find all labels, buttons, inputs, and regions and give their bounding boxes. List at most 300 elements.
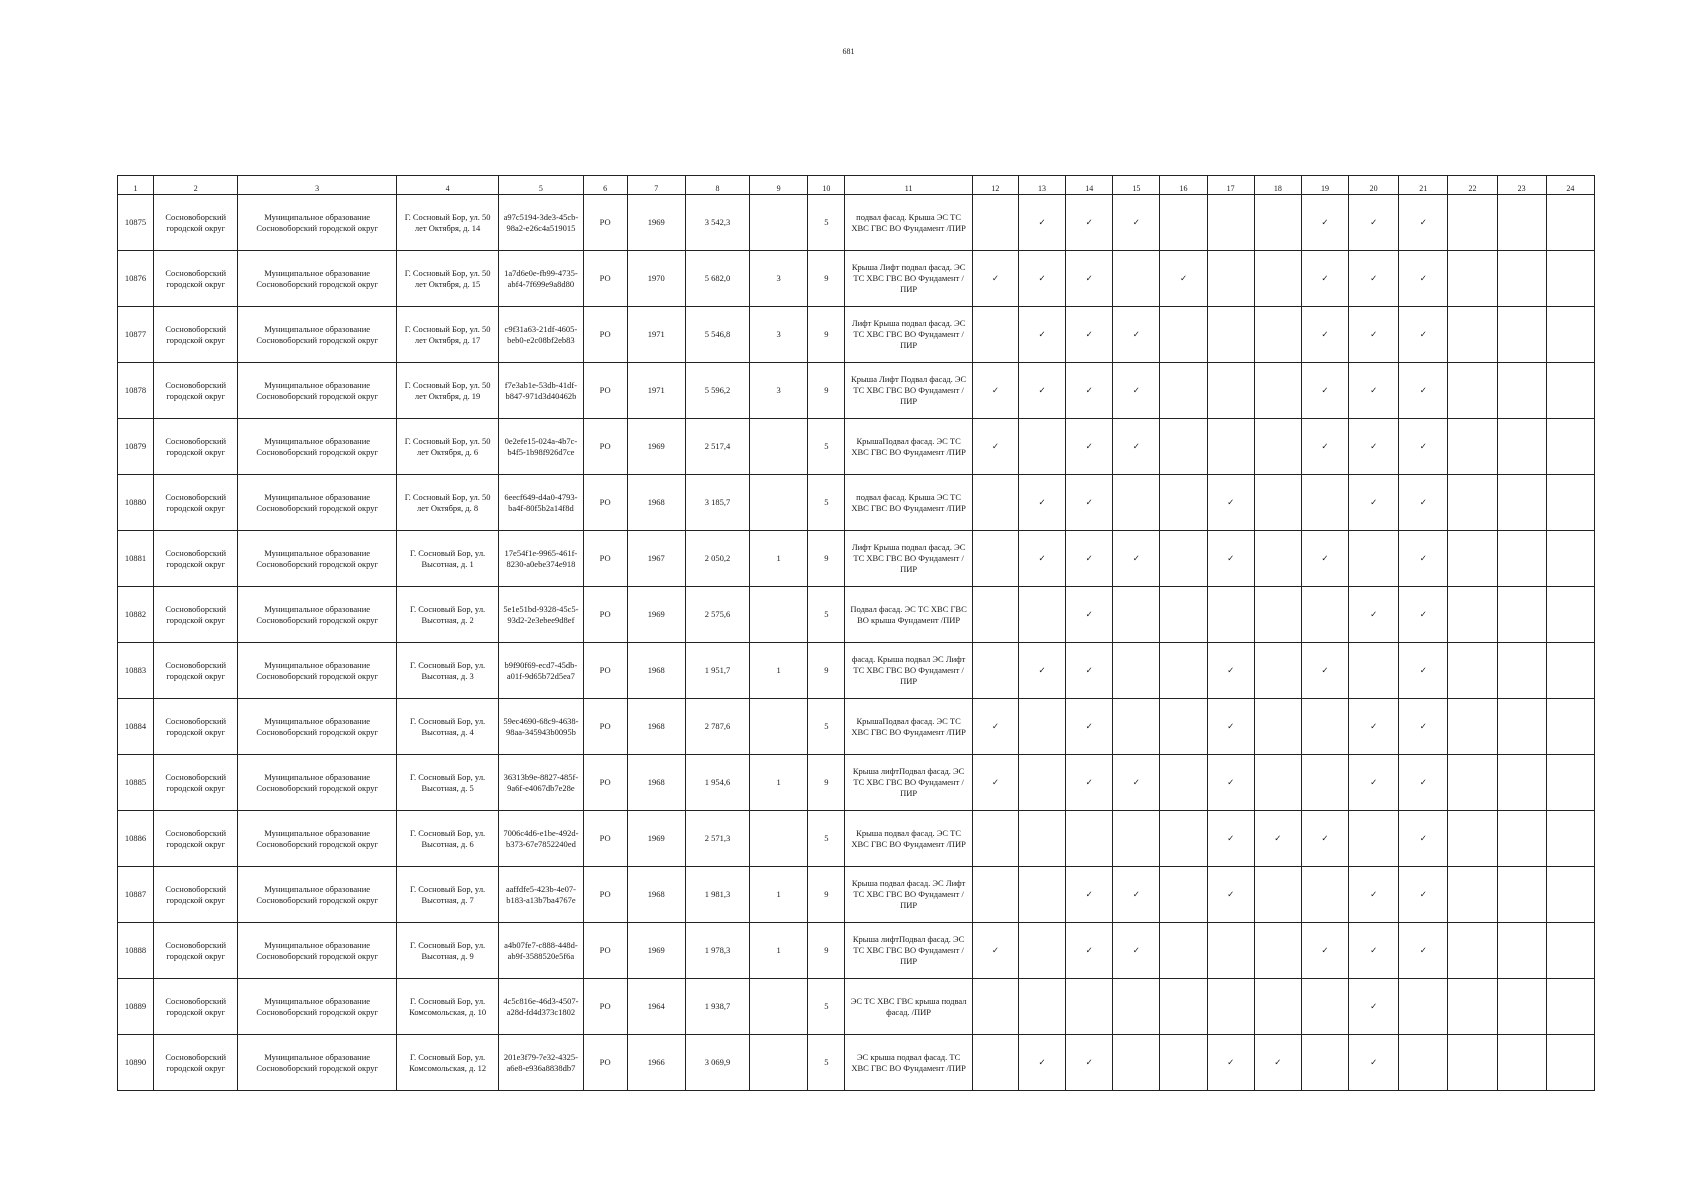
housing-registry-table	[117, 175, 1595, 1091]
area-cell: 1 954,6	[685, 755, 749, 811]
works-cell: подвал фасад. Крыша ЭС ТС ХВС ГВС ВО Фундамент /ПИР	[845, 475, 972, 531]
check-cell-col-13	[1018, 419, 1065, 475]
check-cell-col-23	[1497, 811, 1546, 867]
check-cell-col-12: ✓	[972, 251, 1018, 307]
check-cell-col-24	[1546, 867, 1594, 923]
address-cell: Г. Сосновый Бор, ул. Комсомольская, д. 10	[396, 979, 498, 1035]
check-cell-col-15: ✓	[1113, 419, 1160, 475]
check-cell-col-24	[1546, 1035, 1594, 1091]
check-cell-col-22	[1448, 979, 1497, 1035]
check-cell-col-21: ✓	[1399, 755, 1448, 811]
check-cell-col-12	[972, 307, 1018, 363]
year-cell: 1968	[627, 755, 685, 811]
municipality-cell: Муниципальное образование Сосновоборский городской округ	[238, 307, 397, 363]
check-cell-col-21: ✓	[1399, 363, 1448, 419]
check-cell-col-20: ✓	[1349, 979, 1399, 1035]
floors-cell: 9	[808, 531, 845, 587]
check-cell-col-18	[1254, 363, 1301, 419]
check-cell-col-19: ✓	[1301, 419, 1348, 475]
works-cell: КрышаПодвал фасад. ЭС ТС ХВС ГВС ВО Фундамент /ПИР	[845, 699, 972, 755]
check-cell-col-12: ✓	[972, 363, 1018, 419]
check-cell-col-18: ✓	[1254, 1035, 1301, 1091]
check-cell-col-15: ✓	[1113, 195, 1160, 251]
area-cell: 5 596,2	[685, 363, 749, 419]
guid-cell: a4b07fe7-c888-448d-ab9f-3588520e5f6a	[499, 923, 583, 979]
lifts-cell: 1	[750, 923, 808, 979]
district-cell: Сосновоборский городской округ	[154, 531, 238, 587]
check-cell-col-13: ✓	[1018, 307, 1065, 363]
check-cell-col-17	[1207, 979, 1254, 1035]
works-cell: Лифт Крыша подвал фасад. ЭС ТС ХВС ГВС ВО Фундамент /ПИР	[845, 531, 972, 587]
check-cell-col-23	[1497, 475, 1546, 531]
guid-cell: 1a7d6e0e-fb99-4735-abf4-7f699e9a8d80	[499, 251, 583, 307]
lifts-cell: 3	[750, 251, 808, 307]
check-cell-col-15: ✓	[1113, 923, 1160, 979]
row-id: 10883	[118, 643, 154, 699]
form-cell: РО	[583, 531, 627, 587]
guid-cell: c9f31a63-21df-4605-beb0-e2c08bf2eb83	[499, 307, 583, 363]
table-row	[118, 811, 1595, 867]
check-cell-col-17: ✓	[1207, 1035, 1254, 1091]
check-cell-col-14: ✓	[1066, 307, 1113, 363]
check-cell-col-19: ✓	[1301, 531, 1348, 587]
lifts-cell	[750, 811, 808, 867]
lifts-cell	[750, 1035, 808, 1091]
check-cell-col-12: ✓	[972, 755, 1018, 811]
district-cell: Сосновоборский городской округ	[154, 699, 238, 755]
check-cell-col-22	[1448, 307, 1497, 363]
floors-cell: 9	[808, 251, 845, 307]
guid-cell: 59ec4690-68c9-4638-98aa-345943b0095b	[499, 699, 583, 755]
check-cell-col-16	[1160, 363, 1207, 419]
check-cell-col-20: ✓	[1349, 251, 1399, 307]
check-cell-col-20: ✓	[1349, 867, 1399, 923]
check-cell-col-23	[1497, 419, 1546, 475]
check-cell-col-19	[1301, 699, 1348, 755]
check-cell-col-17: ✓	[1207, 867, 1254, 923]
district-cell: Сосновоборский городской округ	[154, 643, 238, 699]
floors-cell: 5	[808, 1035, 845, 1091]
area-cell: 1 981,3	[685, 867, 749, 923]
check-cell-col-15: ✓	[1113, 307, 1160, 363]
year-cell: 1969	[627, 811, 685, 867]
check-cell-col-19: ✓	[1301, 811, 1348, 867]
column-number-9: 9	[750, 176, 808, 195]
check-cell-col-15	[1113, 811, 1160, 867]
lifts-cell	[750, 419, 808, 475]
check-cell-col-22	[1448, 867, 1497, 923]
check-cell-col-18	[1254, 979, 1301, 1035]
check-cell-col-14: ✓	[1066, 363, 1113, 419]
guid-cell: 36313b9e-8827-485f-9a6f-e4067db7e28e	[499, 755, 583, 811]
check-cell-col-14: ✓	[1066, 755, 1113, 811]
municipality-cell: Муниципальное образование Сосновоборский городской округ	[238, 531, 397, 587]
check-cell-col-14: ✓	[1066, 923, 1113, 979]
check-cell-col-21: ✓	[1399, 251, 1448, 307]
check-cell-col-12	[972, 587, 1018, 643]
check-cell-col-21: ✓	[1399, 419, 1448, 475]
check-cell-col-12	[972, 1035, 1018, 1091]
check-cell-col-14	[1066, 811, 1113, 867]
works-cell: Крыша Лифт подвал фасад. ЭС ТС ХВС ГВС ВО Фундамент /ПИР	[845, 251, 972, 307]
table-row	[118, 307, 1595, 363]
year-cell: 1964	[627, 979, 685, 1035]
check-cell-col-19	[1301, 867, 1348, 923]
check-cell-col-18	[1254, 755, 1301, 811]
municipality-cell: Муниципальное образование Сосновоборский городской округ	[238, 979, 397, 1035]
check-cell-col-13	[1018, 587, 1065, 643]
check-cell-col-13: ✓	[1018, 475, 1065, 531]
municipality-cell: Муниципальное образование Сосновоборский городской округ	[238, 923, 397, 979]
works-cell: ЭС ТС ХВС ГВС крыша подвал фасад. /ПИР	[845, 979, 972, 1035]
column-number-24: 24	[1546, 176, 1594, 195]
column-number-7: 7	[627, 176, 685, 195]
check-cell-col-12	[972, 531, 1018, 587]
check-cell-col-20: ✓	[1349, 363, 1399, 419]
district-cell: Сосновоборский городской округ	[154, 979, 238, 1035]
check-cell-col-21: ✓	[1399, 587, 1448, 643]
works-cell: ЭС крыша подвал фасад. ТС ХВС ГВС ВО Фундамент /ПИР	[845, 1035, 972, 1091]
address-cell: Г. Сосновый Бор, ул. 50 лет Октября, д. 15	[396, 251, 498, 307]
check-cell-col-21	[1399, 1035, 1448, 1091]
check-cell-col-23	[1497, 923, 1546, 979]
check-cell-col-18	[1254, 475, 1301, 531]
table-row	[118, 699, 1595, 755]
check-cell-col-17	[1207, 419, 1254, 475]
check-cell-col-23	[1497, 251, 1546, 307]
column-number-17: 17	[1207, 176, 1254, 195]
check-cell-col-14: ✓	[1066, 587, 1113, 643]
check-cell-col-12	[972, 643, 1018, 699]
municipality-cell: Муниципальное образование Сосновоборский городской округ	[238, 867, 397, 923]
check-cell-col-15: ✓	[1113, 867, 1160, 923]
table-row	[118, 195, 1595, 251]
works-cell: Крыша Лифт Подвал фасад. ЭС ТС ХВС ГВС ВО Фундамент /ПИР	[845, 363, 972, 419]
district-cell: Сосновоборский городской округ	[154, 251, 238, 307]
check-cell-col-17: ✓	[1207, 531, 1254, 587]
municipality-cell: Муниципальное образование Сосновоборский городской округ	[238, 419, 397, 475]
check-cell-col-12: ✓	[972, 923, 1018, 979]
check-cell-col-16	[1160, 587, 1207, 643]
check-cell-col-23	[1497, 307, 1546, 363]
check-cell-col-22	[1448, 811, 1497, 867]
area-cell: 2 571,3	[685, 811, 749, 867]
check-cell-col-22	[1448, 699, 1497, 755]
column-number-21: 21	[1399, 176, 1448, 195]
check-cell-col-18	[1254, 587, 1301, 643]
floors-cell: 5	[808, 587, 845, 643]
form-cell: РО	[583, 587, 627, 643]
check-cell-col-14: ✓	[1066, 699, 1113, 755]
check-cell-col-19: ✓	[1301, 307, 1348, 363]
check-cell-col-15	[1113, 1035, 1160, 1091]
check-cell-col-24	[1546, 699, 1594, 755]
check-cell-col-22	[1448, 195, 1497, 251]
check-cell-col-22	[1448, 1035, 1497, 1091]
area-cell: 3 069,9	[685, 1035, 749, 1091]
year-cell: 1969	[627, 587, 685, 643]
column-number-18: 18	[1254, 176, 1301, 195]
address-cell: Г. Сосновый Бор, ул. Высотная, д. 1	[396, 531, 498, 587]
check-cell-col-17	[1207, 587, 1254, 643]
column-number-22: 22	[1448, 176, 1497, 195]
check-cell-col-19	[1301, 475, 1348, 531]
check-cell-col-20: ✓	[1349, 587, 1399, 643]
year-cell: 1969	[627, 923, 685, 979]
year-cell: 1966	[627, 1035, 685, 1091]
check-cell-col-22	[1448, 419, 1497, 475]
check-cell-col-19: ✓	[1301, 195, 1348, 251]
row-id: 10880	[118, 475, 154, 531]
check-cell-col-23	[1497, 699, 1546, 755]
check-cell-col-21: ✓	[1399, 643, 1448, 699]
district-cell: Сосновоборский городской округ	[154, 419, 238, 475]
floors-cell: 9	[808, 643, 845, 699]
floors-cell: 5	[808, 979, 845, 1035]
table-row	[118, 419, 1595, 475]
check-cell-col-16	[1160, 755, 1207, 811]
page-number: 681	[842, 47, 855, 56]
row-id: 10876	[118, 251, 154, 307]
lifts-cell: 1	[750, 867, 808, 923]
lifts-cell: 1	[750, 531, 808, 587]
check-cell-col-24	[1546, 979, 1594, 1035]
check-cell-col-24	[1546, 755, 1594, 811]
check-cell-col-15	[1113, 643, 1160, 699]
row-id: 10882	[118, 587, 154, 643]
floors-cell: 9	[808, 867, 845, 923]
check-cell-col-15	[1113, 587, 1160, 643]
works-cell: Подвал фасад. ЭС ТС ХВС ГВС ВО крыша Фундамент /ПИР	[845, 587, 972, 643]
check-cell-col-18	[1254, 307, 1301, 363]
lifts-cell	[750, 587, 808, 643]
year-cell: 1968	[627, 867, 685, 923]
check-cell-col-16: ✓	[1160, 251, 1207, 307]
check-cell-col-14: ✓	[1066, 531, 1113, 587]
check-cell-col-20: ✓	[1349, 755, 1399, 811]
area-cell: 1 938,7	[685, 979, 749, 1035]
check-cell-col-14: ✓	[1066, 419, 1113, 475]
area-cell: 2 517,4	[685, 419, 749, 475]
year-cell: 1971	[627, 307, 685, 363]
check-cell-col-18	[1254, 923, 1301, 979]
column-number-15: 15	[1113, 176, 1160, 195]
works-cell: Лифт Крыша подвал фасад. ЭС ТС ХВС ГВС ВО Фундамент /ПИР	[845, 307, 972, 363]
lifts-cell: 1	[750, 755, 808, 811]
area-cell: 1 978,3	[685, 923, 749, 979]
check-cell-col-17	[1207, 923, 1254, 979]
municipality-cell: Муниципальное образование Сосновоборский городской округ	[238, 811, 397, 867]
check-cell-col-13: ✓	[1018, 643, 1065, 699]
municipality-cell: Муниципальное образование Сосновоборский городской округ	[238, 587, 397, 643]
check-cell-col-20: ✓	[1349, 195, 1399, 251]
check-cell-col-16	[1160, 811, 1207, 867]
check-cell-col-16	[1160, 419, 1207, 475]
check-cell-col-22	[1448, 475, 1497, 531]
row-id: 10878	[118, 363, 154, 419]
address-cell: Г. Сосновый Бор, ул. Высотная, д. 9	[396, 923, 498, 979]
check-cell-col-21: ✓	[1399, 923, 1448, 979]
check-cell-col-16	[1160, 1035, 1207, 1091]
table-row	[118, 531, 1595, 587]
form-cell: РО	[583, 867, 627, 923]
district-cell: Сосновоборский городской округ	[154, 867, 238, 923]
column-number-13: 13	[1018, 176, 1065, 195]
check-cell-col-12	[972, 867, 1018, 923]
check-cell-col-13: ✓	[1018, 531, 1065, 587]
check-cell-col-21: ✓	[1399, 867, 1448, 923]
area-cell: 5 546,8	[685, 307, 749, 363]
check-cell-col-15	[1113, 251, 1160, 307]
floors-cell: 9	[808, 307, 845, 363]
check-cell-col-14: ✓	[1066, 195, 1113, 251]
guid-cell: aaffdfe5-423b-4e07-b183-a13b7ba4767e	[499, 867, 583, 923]
guid-cell: 17e54f1e-9965-461f-8230-a0ebe374e918	[499, 531, 583, 587]
check-cell-col-14: ✓	[1066, 867, 1113, 923]
district-cell: Сосновоборский городской округ	[154, 195, 238, 251]
column-number-3: 3	[238, 176, 397, 195]
floors-cell: 5	[808, 699, 845, 755]
check-cell-col-20: ✓	[1349, 699, 1399, 755]
address-cell: Г. Сосновый Бор, ул. Высотная, д. 5	[396, 755, 498, 811]
check-cell-col-24	[1546, 419, 1594, 475]
table-row	[118, 923, 1595, 979]
floors-cell: 5	[808, 475, 845, 531]
lifts-cell: 1	[750, 643, 808, 699]
row-id: 10881	[118, 531, 154, 587]
check-cell-col-17	[1207, 307, 1254, 363]
check-cell-col-22	[1448, 587, 1497, 643]
check-cell-col-13	[1018, 867, 1065, 923]
check-cell-col-20: ✓	[1349, 1035, 1399, 1091]
year-cell: 1971	[627, 363, 685, 419]
check-cell-col-20: ✓	[1349, 475, 1399, 531]
year-cell: 1968	[627, 643, 685, 699]
lifts-cell: 3	[750, 307, 808, 363]
check-cell-col-16	[1160, 699, 1207, 755]
check-cell-col-17: ✓	[1207, 643, 1254, 699]
check-cell-col-24	[1546, 307, 1594, 363]
address-cell: Г. Сосновый Бор, ул. 50 лет Октября, д. 17	[396, 307, 498, 363]
floors-cell: 5	[808, 195, 845, 251]
district-cell: Сосновоборский городской округ	[154, 363, 238, 419]
check-cell-col-23	[1497, 643, 1546, 699]
check-cell-col-23	[1497, 531, 1546, 587]
column-number-6: 6	[583, 176, 627, 195]
check-cell-col-22	[1448, 363, 1497, 419]
area-cell: 2 575,6	[685, 587, 749, 643]
municipality-cell: Муниципальное образование Сосновоборский городской округ	[238, 195, 397, 251]
row-id: 10889	[118, 979, 154, 1035]
check-cell-col-24	[1546, 363, 1594, 419]
floors-cell: 9	[808, 923, 845, 979]
municipality-cell: Муниципальное образование Сосновоборский городской округ	[238, 475, 397, 531]
area-cell: 2 787,6	[685, 699, 749, 755]
check-cell-col-21: ✓	[1399, 475, 1448, 531]
form-cell: РО	[583, 923, 627, 979]
table-row	[118, 363, 1595, 419]
row-id: 10877	[118, 307, 154, 363]
lifts-cell	[750, 195, 808, 251]
guid-cell: b9f90f69-ecd7-45db-a01f-9d65b72d5ea7	[499, 643, 583, 699]
check-cell-col-15: ✓	[1113, 363, 1160, 419]
guid-cell: 4c5c816e-46d3-4507-a28d-fd4d373c1802	[499, 979, 583, 1035]
area-cell: 2 050,2	[685, 531, 749, 587]
column-number-16: 16	[1160, 176, 1207, 195]
guid-cell: 0e2efe15-024a-4b7c-b4f5-1b98f926d7ce	[499, 419, 583, 475]
year-cell: 1968	[627, 699, 685, 755]
column-number-11: 11	[845, 176, 972, 195]
check-cell-col-19: ✓	[1301, 643, 1348, 699]
check-cell-col-16	[1160, 195, 1207, 251]
guid-cell: 6eecf649-d4a0-4793-ba4f-80f5b2a14f8d	[499, 475, 583, 531]
area-cell: 1 951,7	[685, 643, 749, 699]
check-cell-col-22	[1448, 251, 1497, 307]
row-id: 10888	[118, 923, 154, 979]
check-cell-col-13: ✓	[1018, 251, 1065, 307]
year-cell: 1969	[627, 195, 685, 251]
form-cell: РО	[583, 811, 627, 867]
district-cell: Сосновоборский городской округ	[154, 811, 238, 867]
guid-cell: f7e3ab1e-53db-41df-b847-971d3d40462b	[499, 363, 583, 419]
check-cell-col-12: ✓	[972, 699, 1018, 755]
table-row	[118, 643, 1595, 699]
address-cell: Г. Сосновый Бор, ул. Комсомольская, д. 12	[396, 1035, 498, 1091]
check-cell-col-18	[1254, 699, 1301, 755]
check-cell-col-23	[1497, 867, 1546, 923]
municipality-cell: Муниципальное образование Сосновоборский городской округ	[238, 363, 397, 419]
district-cell: Сосновоборский городской округ	[154, 755, 238, 811]
address-cell: Г. Сосновый Бор, ул. 50 лет Октября, д. 8	[396, 475, 498, 531]
check-cell-col-12: ✓	[972, 419, 1018, 475]
row-id: 10875	[118, 195, 154, 251]
column-number-10: 10	[808, 176, 845, 195]
check-cell-col-18	[1254, 195, 1301, 251]
check-cell-col-13	[1018, 979, 1065, 1035]
address-cell: Г. Сосновый Бор, ул. Высотная, д. 2	[396, 587, 498, 643]
floors-cell: 9	[808, 755, 845, 811]
check-cell-col-20: ✓	[1349, 923, 1399, 979]
guid-cell: 201e3f79-7e32-4325-a6e8-e936a8838db7	[499, 1035, 583, 1091]
column-number-12: 12	[972, 176, 1018, 195]
check-cell-col-20	[1349, 811, 1399, 867]
check-cell-col-21: ✓	[1399, 195, 1448, 251]
lifts-cell	[750, 475, 808, 531]
check-cell-col-16	[1160, 867, 1207, 923]
year-cell: 1969	[627, 419, 685, 475]
form-cell: РО	[583, 643, 627, 699]
check-cell-col-15: ✓	[1113, 531, 1160, 587]
check-cell-col-22	[1448, 531, 1497, 587]
check-cell-col-20: ✓	[1349, 419, 1399, 475]
floors-cell: 9	[808, 363, 845, 419]
check-cell-col-24	[1546, 251, 1594, 307]
area-cell: 3 185,7	[685, 475, 749, 531]
table-row	[118, 475, 1595, 531]
check-cell-col-23	[1497, 363, 1546, 419]
check-cell-col-15	[1113, 475, 1160, 531]
check-cell-col-12	[972, 811, 1018, 867]
check-cell-col-23	[1497, 587, 1546, 643]
address-cell: Г. Сосновый Бор, ул. 50 лет Октября, д. 14	[396, 195, 498, 251]
form-cell: РО	[583, 419, 627, 475]
check-cell-col-21: ✓	[1399, 307, 1448, 363]
check-cell-col-24	[1546, 195, 1594, 251]
works-cell: Крыша подвал фасад. ЭС Лифт ТС ХВС ГВС ВО Фундамент /ПИР	[845, 867, 972, 923]
municipality-cell: Муниципальное образование Сосновоборский городской округ	[238, 699, 397, 755]
form-cell: РО	[583, 1035, 627, 1091]
table-row	[118, 867, 1595, 923]
